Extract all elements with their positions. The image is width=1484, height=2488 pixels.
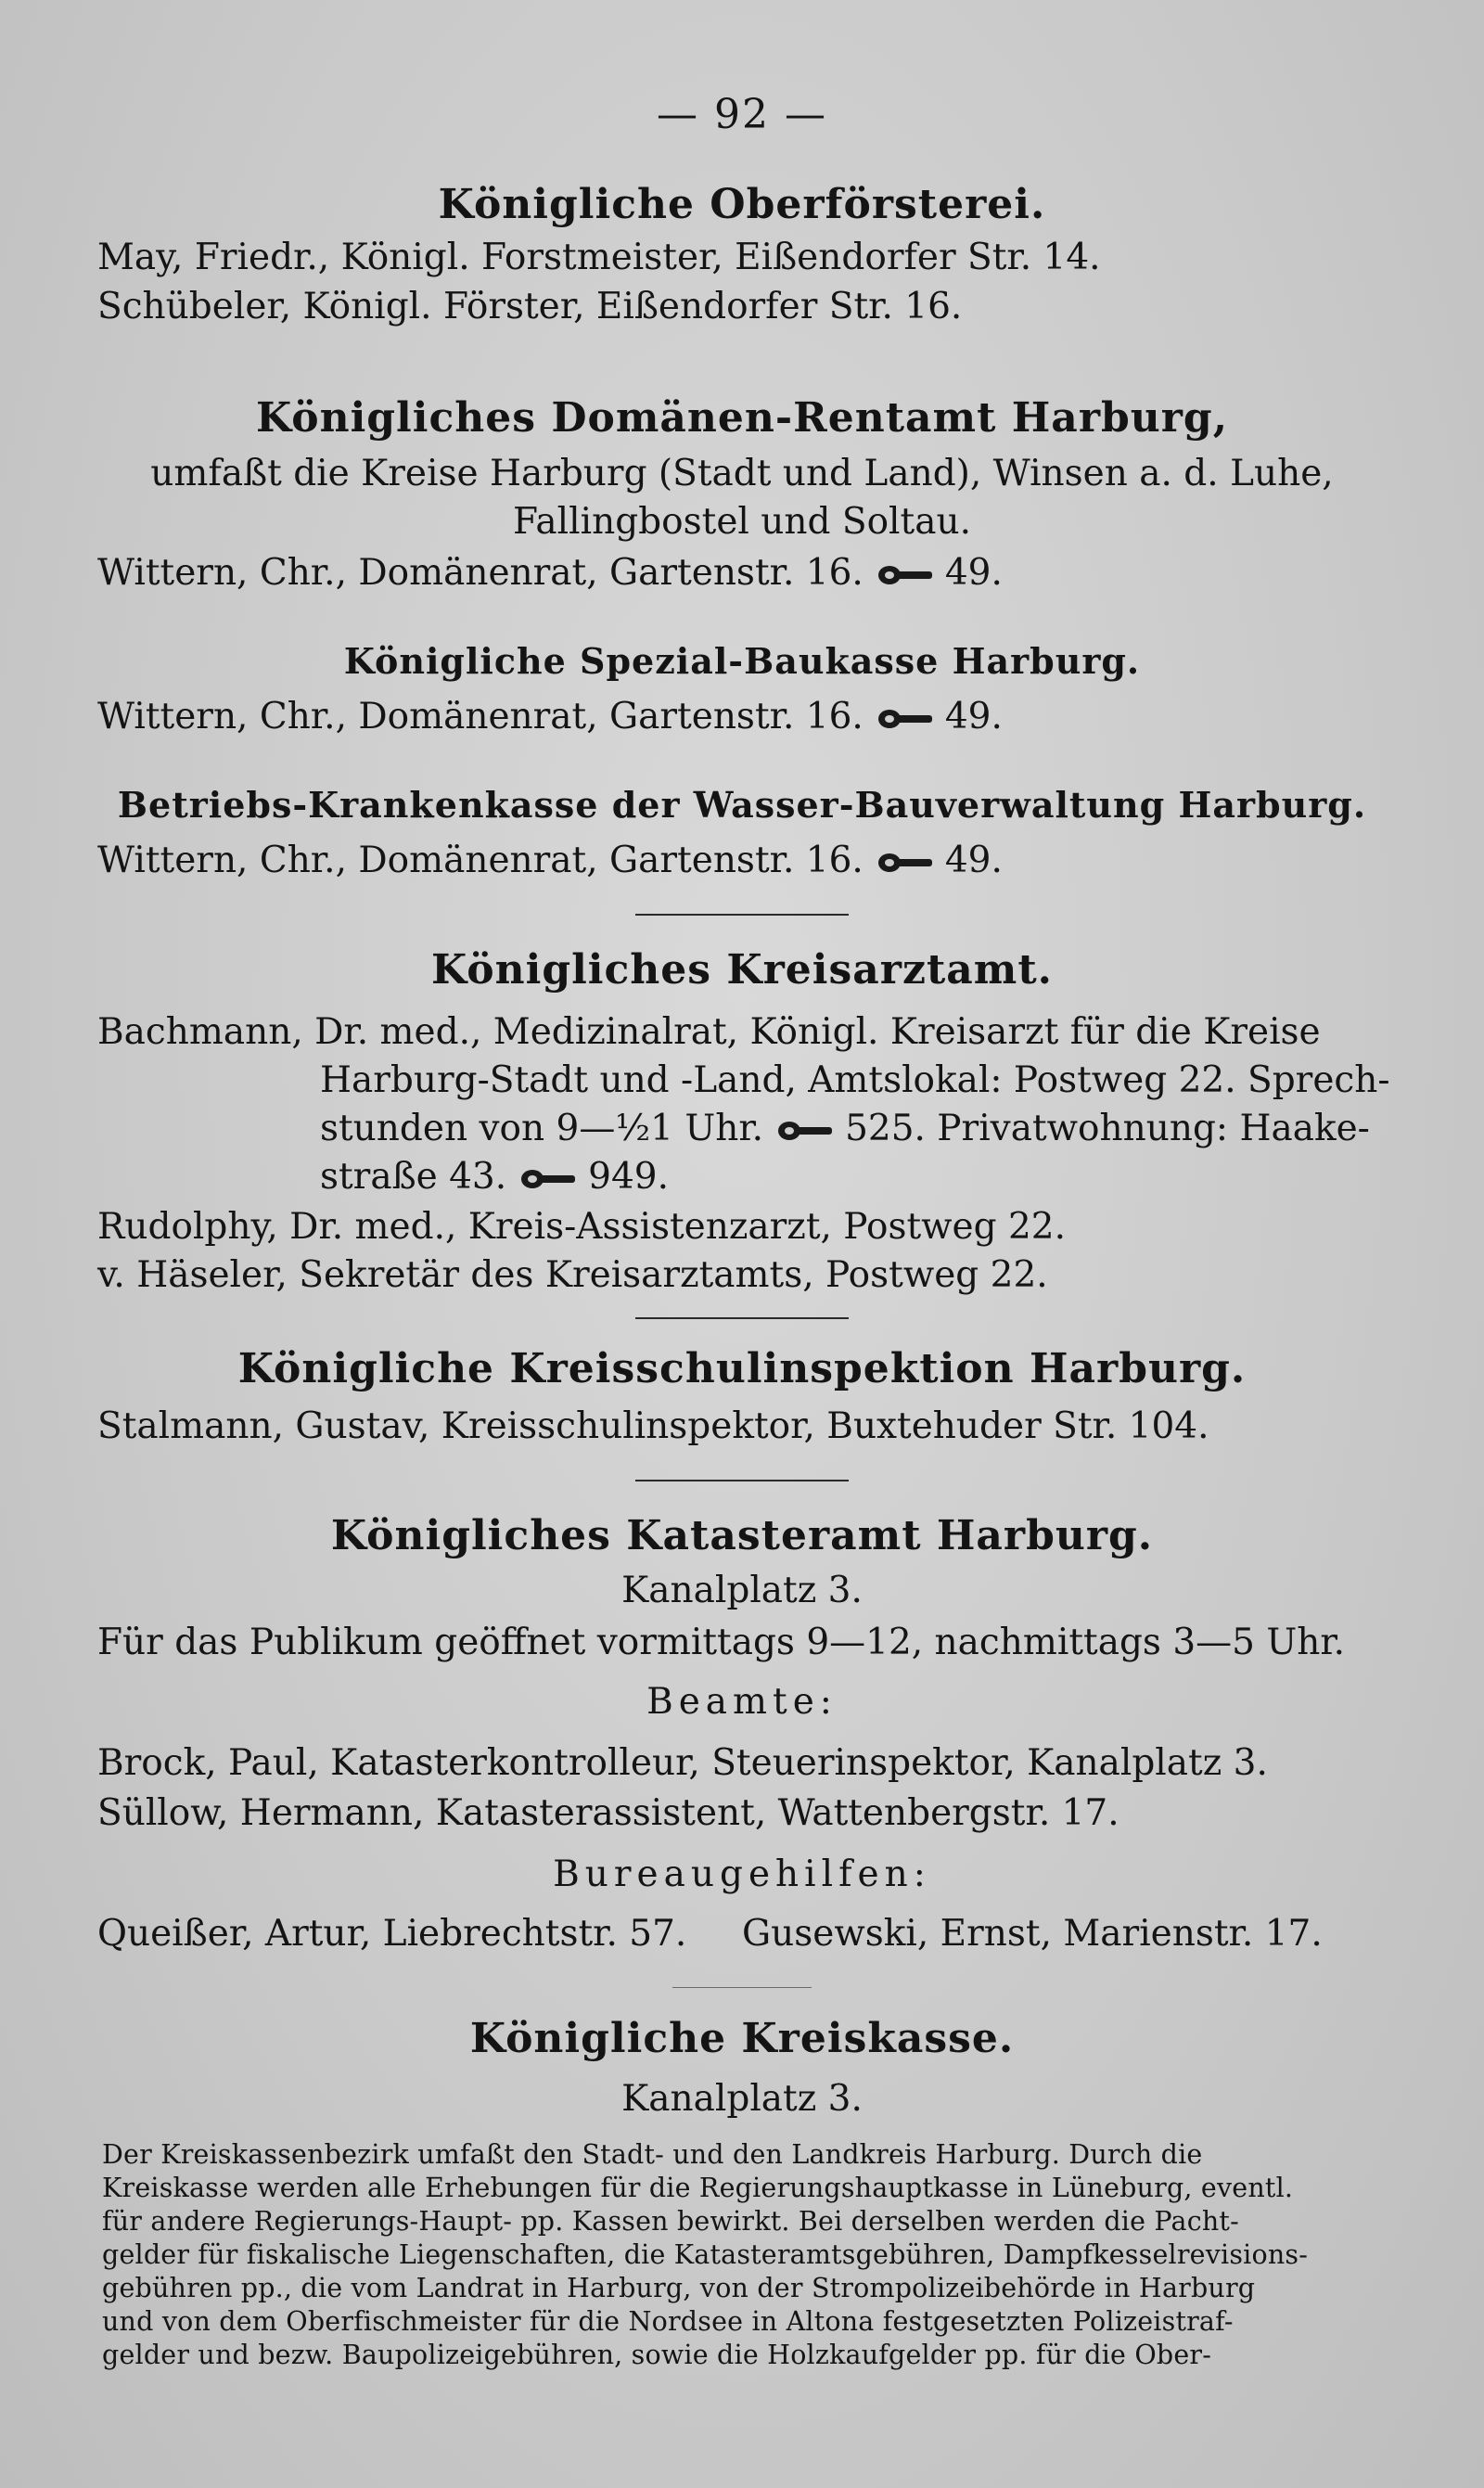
page-number: — 92 — bbox=[657, 91, 827, 138]
telephone-icon bbox=[776, 1120, 836, 1142]
phone-number: 49. bbox=[944, 552, 1003, 594]
entry-line: Harburg-Stadt und -Land, Amtslokal: Postweg 22. Sprech- bbox=[320, 1059, 1390, 1101]
address-line: Kanalplatz 3. bbox=[621, 2078, 863, 2120]
person-entry: Wittern, Chr., Domänenrat, Gartenstr. 16. bbox=[97, 552, 864, 594]
person-entry: Wittern, Chr., Domänenrat, Gartenstr. 16. bbox=[97, 840, 864, 881]
body-text-line: gebühren pp., die vom Landrat in Harburg, von der Strompolizeibehörde in Harburg bbox=[102, 2273, 1256, 2303]
entry-line bbox=[97, 696, 1003, 737]
telephone-icon bbox=[876, 708, 936, 730]
beamte-label: Beamte: bbox=[646, 1681, 838, 1723]
phone-number: 49. bbox=[944, 840, 1003, 881]
entry-line bbox=[97, 552, 1003, 594]
heading-schulinspektion: Königliche Kreisschulinspektion Harburg. bbox=[237, 1345, 1247, 1392]
divider-rule bbox=[635, 1317, 849, 1319]
entry-line: Fallingbostel und Soltau. bbox=[513, 501, 971, 543]
body-text-line: Kreiskasse werden alle Erhebungen für die Regierungshauptkasse in Lüneburg, eventl. bbox=[102, 2173, 1294, 2203]
telephone-icon bbox=[519, 1168, 579, 1190]
entry-line bbox=[320, 1156, 669, 1198]
entry-line: Gusewski, Ernst, Marienstr. 17. bbox=[742, 1913, 1323, 1955]
phone-number: 49. bbox=[944, 696, 1003, 737]
entry-line bbox=[320, 1108, 1370, 1149]
body-text-line: gelder für fiskalische Liegenschaften, die Katasteramtsgebühren, Dampfkesselrevisions- bbox=[102, 2239, 1309, 2270]
body-text-line: und von dem Oberfischmeister für die Nordsee in Altona festgesetzten Polizeistraf- bbox=[102, 2306, 1234, 2337]
entry-line: Brock, Paul, Katasterkontrolleur, Steuerinspektor, Kanalplatz 3. bbox=[97, 1742, 1268, 1784]
phone-number: 949. bbox=[588, 1156, 669, 1198]
heading-kreiskasse: Königliche Kreiskasse. bbox=[469, 2015, 1015, 2062]
heading-rentamt: Königliches Domänen-Rentamt Harburg, bbox=[255, 394, 1229, 442]
divider-rule bbox=[672, 1987, 812, 1988]
divider-rule bbox=[635, 914, 849, 916]
entry-text: 525. Privatwohnung: Haake- bbox=[845, 1108, 1370, 1149]
entry-text: stunden von 9—½1 Uhr. bbox=[320, 1108, 764, 1149]
entry-line: Schübeler, Königl. Förster, Eißendorfer Str. 16. bbox=[97, 286, 963, 327]
body-text-line: für andere Regierungs-Haupt- pp. Kassen bewirkt. Bei derselben werden die Pacht- bbox=[102, 2206, 1239, 2237]
entry-line: Stalmann, Gustav, Kreisschulinspektor, Buxtehuder Str. 104. bbox=[97, 1405, 1209, 1447]
entry-line: umfaßt die Kreise Harburg (Stadt und Land), Winsen a. d. Luhe, bbox=[150, 453, 1334, 494]
telephone-icon bbox=[876, 852, 936, 874]
body-text-line: gelder und bezw. Baupolizeigebühren, sowie die Holzkaufgelder pp. für die Ober- bbox=[102, 2340, 1212, 2370]
heading-katasteramt: Königliches Katasteramt Harburg. bbox=[330, 1512, 1154, 1559]
address-line: Kanalplatz 3. bbox=[621, 1570, 863, 1611]
entry-line: May, Friedr., Königl. Forstmeister, Eißendorfer Str. 14. bbox=[97, 237, 1101, 278]
person-entry: Wittern, Chr., Domänenrat, Gartenstr. 16. bbox=[97, 696, 864, 737]
entry-line: Queißer, Artur, Liebrechtstr. 57. bbox=[97, 1913, 687, 1955]
heading-kreisarztamt: Königliches Kreisarztamt. bbox=[430, 946, 1053, 994]
entry-line: Rudolphy, Dr. med., Kreis-Assistenzarzt, Postweg 22. bbox=[97, 1206, 1066, 1248]
heading-oberfoersterei: Königliche Oberförsterei. bbox=[438, 181, 1046, 228]
heading-krankenkasse: Betriebs-Krankenkasse der Wasser-Bauverwaltung Harburg. bbox=[117, 784, 1367, 826]
entry-text: straße 43. bbox=[320, 1156, 507, 1198]
entry-line: Bachmann, Dr. med., Medizinalrat, Königl. Kreisarzt für die Kreise bbox=[97, 1011, 1321, 1053]
hours-line: Für das Publikum geöffnet vormittags 9—12, nachmittags 3—5 Uhr. bbox=[97, 1622, 1346, 1663]
body-text-line: Der Kreiskassenbezirk umfaßt den Stadt- und den Landkreis Harburg. Durch die bbox=[102, 2139, 1203, 2170]
entry-line: Süllow, Hermann, Katasterassistent, Wattenbergstr. 17. bbox=[97, 1792, 1119, 1834]
entry-line bbox=[97, 840, 1003, 881]
heading-baukasse: Königliche Spezial-Baukasse Harburg. bbox=[343, 640, 1141, 682]
divider-rule bbox=[635, 1480, 849, 1481]
gehilfen-label: Bureaugehilfen: bbox=[553, 1853, 931, 1895]
telephone-icon bbox=[876, 564, 936, 586]
entry-line: v. Häseler, Sekretär des Kreisarztamts, Postweg 22. bbox=[97, 1254, 1048, 1296]
